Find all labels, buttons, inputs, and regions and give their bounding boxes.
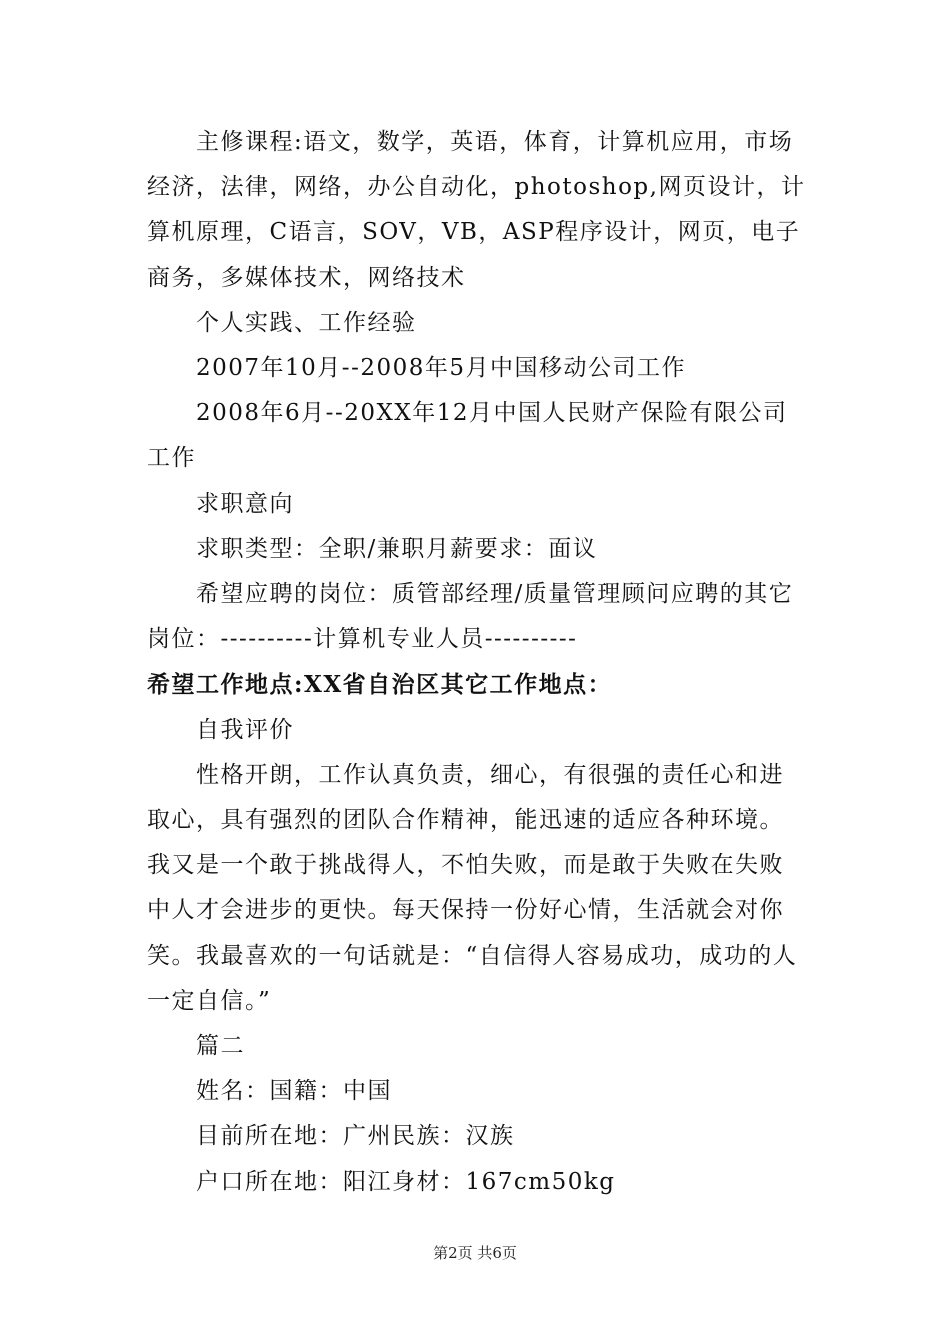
paragraph-desired-position: 希望应聘的岗位：质管部经理/质量管理顾问应聘的其它岗位：----------计算机专业人员---------- <box>147 581 794 653</box>
paragraph-name-nationality: 姓名：国籍：中国 <box>196 1078 392 1105</box>
paragraph-location-ethnicity: 目前所在地：广州民族：汉族 <box>196 1123 515 1150</box>
page-number-footer: 第2页 共6页 <box>433 1244 517 1262</box>
paragraph-section-two: 篇二 <box>196 1033 245 1060</box>
paragraph-job-2: 2008年6月--20XX年12月中国人民财产保险有限公司工作 <box>147 400 788 472</box>
paragraph-desired-location: 希望工作地点:XX省自治区其它工作地点： <box>147 671 613 699</box>
document-body <box>147 120 807 1205</box>
paragraph-self-eval: 性格开朗，工作认真负责，细心，有很强的责任心和进取心，具有强烈的团队合作精神，能迅速的适应各种环境。我又是一个敢于挑战得人，不怕失败，而是敢于失败在失败中人才会进步的更快。每天保持一份好心情，生活就会对你笑。我最喜欢的一句话就是：“自信得人容易成功，成功的人一定自信。” <box>147 761 798 1014</box>
paragraph-courses: 主修课程:语文，数学，英语，体育，计算机应用，市场经济，法律，网络，办公自动化，photoshop,网页设计，计算机原理，C语言，SOV，VB，ASP程序设计，网页，电子商务，多媒体技术，网络技术 <box>147 129 806 291</box>
paragraph-self-eval-heading: 自我评价 <box>196 716 294 743</box>
paragraph-job-type: 求职类型：全职/兼职月薪要求：面议 <box>196 535 598 562</box>
paragraph-job-1: 2007年10月--2008年5月中国移动公司工作 <box>196 355 687 382</box>
paragraph-experience-heading: 个人实践、工作经验 <box>196 309 417 336</box>
paragraph-intent-heading: 求职意向 <box>196 490 294 517</box>
paragraph-hukou-height: 户口所在地：阳江身材：167cm50kg <box>196 1168 616 1195</box>
